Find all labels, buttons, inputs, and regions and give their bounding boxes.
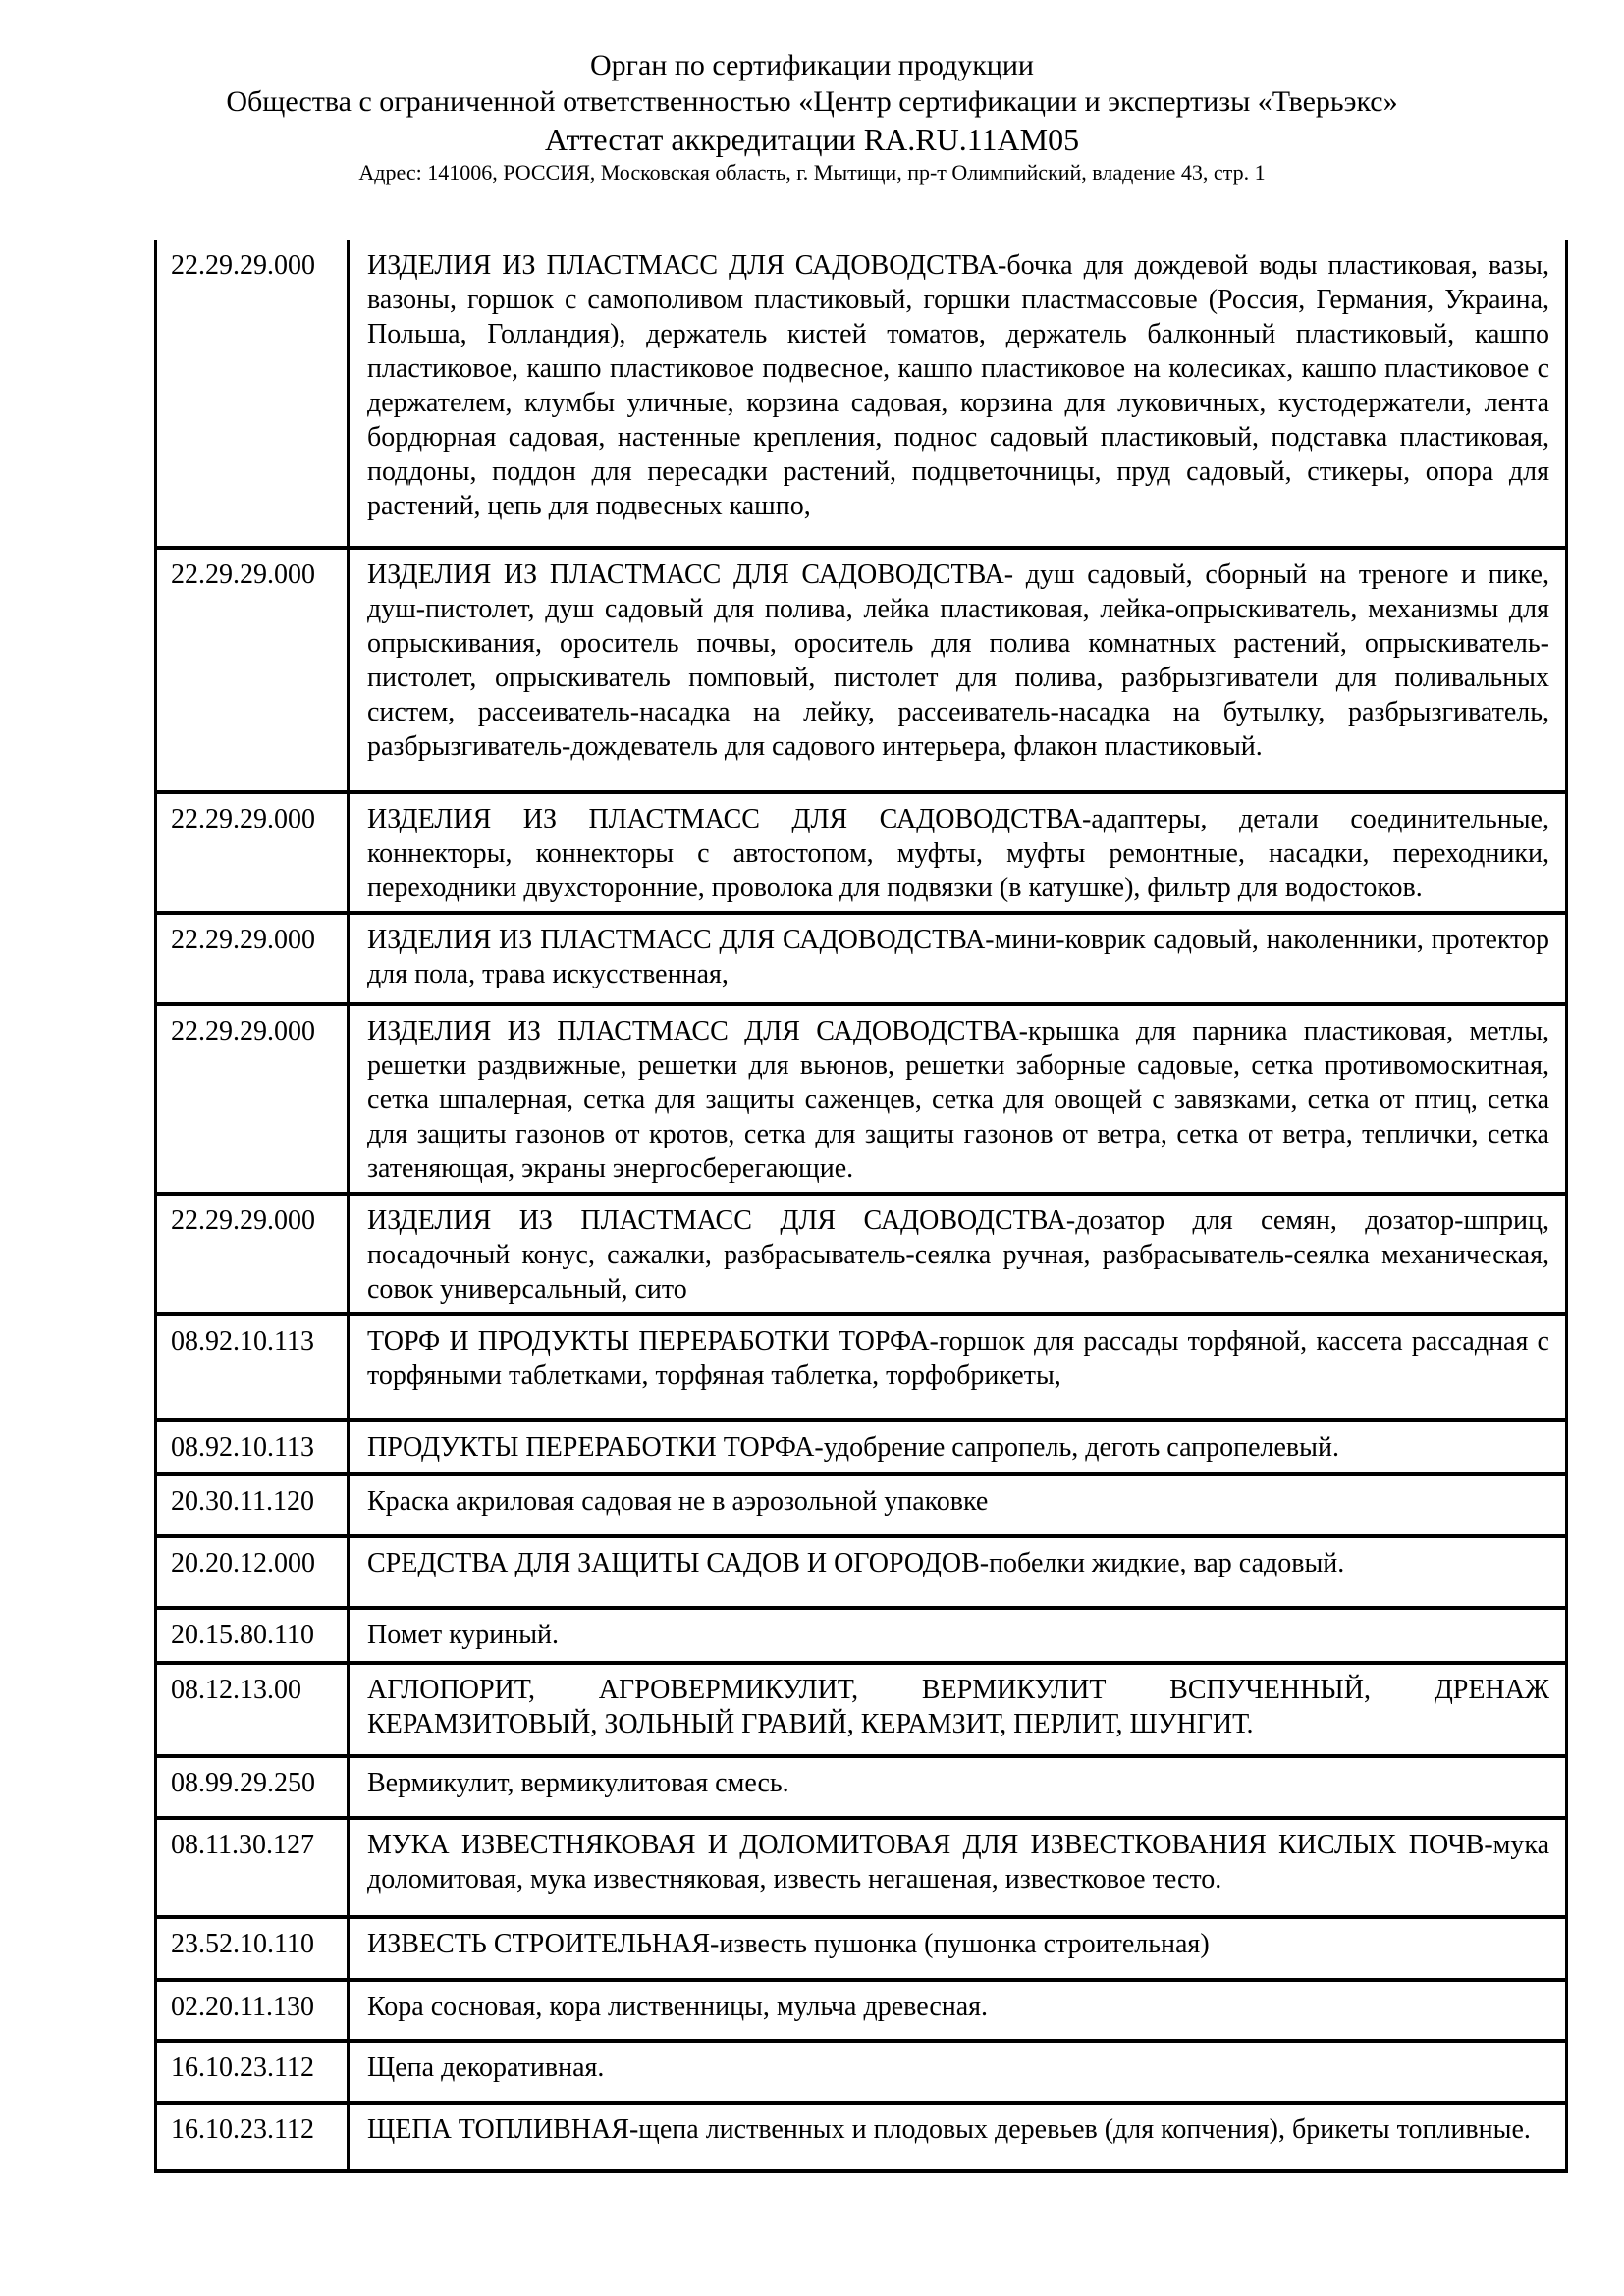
table-row [157, 1316, 1565, 1422]
table-row [157, 1538, 1565, 1610]
table-row [157, 550, 1565, 794]
product-description-cell: Краска акриловая садовая не в аэрозольной упаковке [367, 1486, 989, 1517]
header-address: Адрес: 141006, РОССИЯ, Московская область, г. Мытищи, пр-т Олимпийский, владение 43, стр. 1 [358, 160, 1266, 185]
product-description-cell: Помет куриный. [367, 1620, 560, 1650]
product-description-cell: ИЗВЕСТЬ СТРОИТЕЛЬНАЯ-известь пушонка (пушонка строительная) [367, 1929, 1210, 1959]
product-description-cell: Вермикулит, вермикулитовая смесь. [367, 1768, 789, 1798]
table-row [157, 1476, 1565, 1538]
table-row [157, 1006, 1565, 1196]
product-code-cell: 22.29.29.000 [157, 240, 350, 546]
table-row [157, 1820, 1565, 1919]
product-description-cell: ЩЕПА ТОПЛИВНАЯ-щепа лиственных и плодовых деревьев (для копчения), брикеты топливные. [367, 2114, 1531, 2145]
table-row [157, 1982, 1565, 2043]
table-row [157, 1758, 1565, 1820]
product-code-cell: 08.11.30.127 [157, 1820, 350, 1915]
table-row [157, 1610, 1565, 1665]
table-row [157, 2043, 1565, 2105]
header-org-title: Орган по сертификации продукции [590, 49, 1034, 81]
table-row [157, 794, 1565, 915]
table-row [157, 1422, 1565, 1476]
product-description-cell: Щепа декоративная. [367, 2053, 605, 2083]
document-header [0, 47, 1624, 187]
product-code-cell: 20.20.12.000 [157, 1538, 350, 1606]
product-code-cell: 22.29.29.000 [157, 794, 350, 911]
table-row [157, 915, 1565, 1006]
product-code-cell: 16.10.23.112 [157, 2043, 350, 2101]
table-row [157, 1919, 1565, 1982]
table-row [157, 1665, 1565, 1758]
table-row [157, 240, 1565, 550]
header-company-name: Общества с ограниченной ответственностью «Центр сертификации и экспертизы «Тверьэкс» [226, 85, 1398, 118]
product-description-cell: ИЗДЕЛИЯ ИЗ ПЛАСТМАСС ДЛЯ САДОВОДСТВА-бочка для дождевой воды пластиковая, вазы, вазоны, горшок с самополивом пластиковый, горшки пластмассовые (Россия, Германия, Украина, Польша, Голландия), держатель кистей томатов, держатель балконный пластиковый, кашпо пластиковое, кашпо пластиковое подвесное, кашпо пластиковое на колесиках, кашпо пластиковое с держателем, клумбы уличные, корзина садовая, корзина для луковичных, кустодержатели, лента бордюрная садовая, настенные крепления, поднос садовый пластиковый, подставка пластиковая, поддоны, поддон для пересадки растений, подцветочницы, пруд садовый, стикеры, опора для растений, цепь для подвесных кашпо, [367, 250, 1549, 521]
product-code-cell: 20.15.80.110 [157, 1610, 350, 1661]
table-row [157, 2105, 1565, 2173]
product-code-cell: 22.29.29.000 [157, 550, 350, 790]
product-code-cell: 20.30.11.120 [157, 1476, 350, 1534]
product-certification-table [154, 240, 1568, 2173]
product-description-cell: Кора сосновая, кора лиственницы, мульча древесная. [367, 1992, 989, 2022]
product-description-cell: МУКА ИЗВЕСТНЯКОВАЯ И ДОЛОМИТОВАЯ ДЛЯ ИЗВЕСТКОВАНИЯ КИСЛЫХ ПОЧВ-мука доломитовая, мука известняковая, известь негашеная, известковое тесто. [367, 1830, 1549, 1895]
product-code-cell: 02.20.11.130 [157, 1982, 350, 2039]
table-row [157, 1196, 1565, 1316]
header-accreditation-number: Аттестат аккредитации RA.RU.11AM05 [544, 122, 1080, 157]
product-description-cell: ИЗДЕЛИЯ ИЗ ПЛАСТМАСС ДЛЯ САДОВОДСТВА-крышка для парника пластиковая, метлы, решетки раздвижные, решетки для вьюнов, решетки заборные садовые, сетка противомоскитная, сетка шпалерная, сетка для защиты саженцев, сетка для овощей с завязками, сетка от птиц, сетка для защиты газонов от кротов, сетка для защиты газонов от ветра, сетка от ветра, теплички, сетка затеняющая, экраны энергосберегающие. [367, 1016, 1549, 1184]
product-code-cell: 22.29.29.000 [157, 1196, 350, 1312]
product-description-cell: ИЗДЕЛИЯ ИЗ ПЛАСТМАСС ДЛЯ САДОВОДСТВА- душ садовый, сборный на треноге и пике, душ-пистолет, душ садовый для полива, лейка пластиковая, лейка-опрыскиватель, механизмы для опрыскивания, ороситель почвы, ороситель для полива комнатных растений, опрыскиватель-пистолет, опрыскиватель помповый, пистолет для полива, разбрызгиватели для поливальных систем, рассеиватель-насадка на лейку, рассеиватель-насадка на бутылку, разбрызгиватель, разбрызгиватель-дождеватель для садового интерьера, флакон пластиковый. [367, 560, 1549, 762]
product-code-cell: 22.29.29.000 [157, 1006, 350, 1192]
product-description-cell: ИЗДЕЛИЯ ИЗ ПЛАСТМАСС ДЛЯ САДОВОДСТВА-мини-коврик садовый, наколенники, протектор для пола, трава искусственная, [367, 925, 1549, 989]
product-code-cell: 08.92.10.113 [157, 1422, 350, 1472]
product-description-cell: СРЕДСТВА ДЛЯ ЗАЩИТЫ САДОВ И ОГОРОДОВ-побелки жидкие, вар садовый. [367, 1548, 1345, 1578]
product-code-cell: 08.99.29.250 [157, 1758, 350, 1816]
product-description-cell: ИЗДЕЛИЯ ИЗ ПЛАСТМАСС ДЛЯ САДОВОДСТВА-дозатор для семян, дозатор-шприц, посадочный конус, сажалки, разбрасыватель-сеялка ручная, разбрасыватель-сеялка механическая, совок универсальный, сито [367, 1205, 1549, 1305]
product-description-cell: АГЛОПОРИТ, АГРОВЕРМИКУЛИТ, ВЕРМИКУЛИТ ВСПУЧЕННЫЙ, ДРЕНАЖ КЕРАМЗИТОВЫЙ, ЗОЛЬНЫЙ ГРАВИЙ, КЕРАМЗИТ, ПЕРЛИТ, ШУНГИТ. [367, 1675, 1549, 1739]
product-code-cell: 08.12.13.00 [157, 1665, 350, 1754]
product-code-cell: 23.52.10.110 [157, 1919, 350, 1978]
product-code-cell: 16.10.23.112 [157, 2105, 350, 2169]
product-description-cell: ТОРФ И ПРОДУКТЫ ПЕРЕРАБОТКИ ТОРФА-горшок для рассады торфяной, кассета рассадная с торфяными таблетками, торфяная таблетка, торфобрикеты, [367, 1326, 1549, 1391]
product-code-cell: 22.29.29.000 [157, 915, 350, 1002]
product-description-cell: ИЗДЕЛИЯ ИЗ ПЛАСТМАСС ДЛЯ САДОВОДСТВА-адаптеры, детали соединительные, коннекторы, коннекторы с автостопом, муфты, муфты ремонтные, насадки, переходники, переходники двухсторонние, проволока для подвязки (в катушке), фильтр для водостоков. [367, 804, 1549, 903]
product-code-cell: 08.92.10.113 [157, 1316, 350, 1418]
product-description-cell: ПРОДУКТЫ ПЕРЕРАБОТКИ ТОРФА-удобрение сапропель, деготь сапропелевый. [367, 1432, 1339, 1463]
